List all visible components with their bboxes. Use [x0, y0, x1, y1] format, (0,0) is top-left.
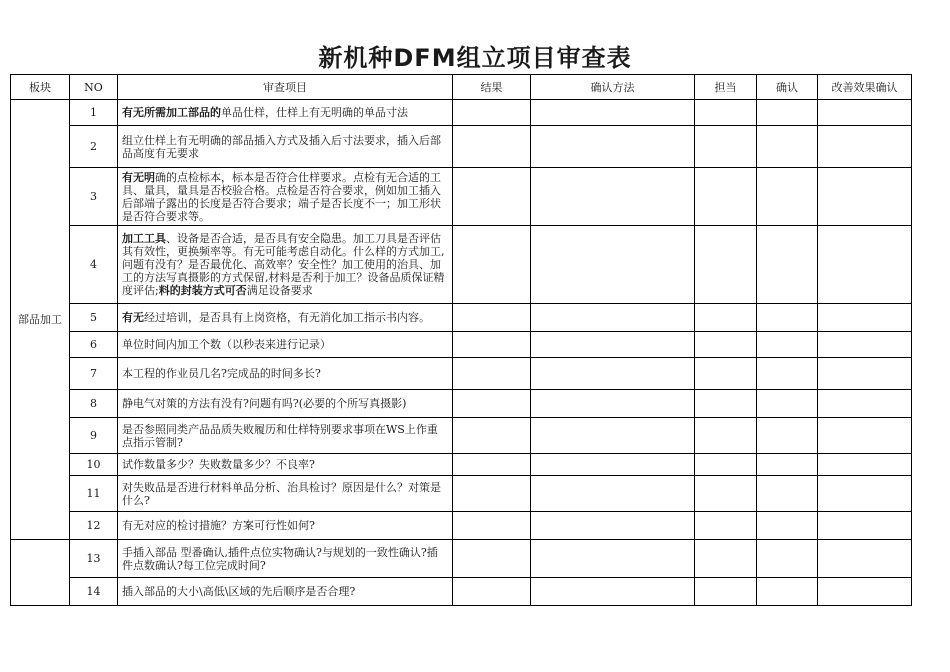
- header-row: [11, 75, 912, 100]
- review-item-clip: [122, 423, 448, 449]
- method-cell[interactable]: [531, 100, 695, 126]
- row-number: 1: [70, 100, 118, 126]
- category-cell-2: [11, 540, 70, 606]
- header-block: 板块: [11, 75, 70, 100]
- review-item-text: [118, 540, 453, 578]
- review-table: [10, 74, 912, 606]
- item-text: 有无对应的检讨措施？方案可行性如何?: [122, 519, 315, 532]
- table-row: [11, 540, 912, 578]
- review-item-clip: [122, 134, 448, 160]
- confirm-cell[interactable]: [757, 418, 818, 454]
- page-title: 新机种DFM组立项目审查表: [318, 44, 632, 72]
- result-cell[interactable]: [453, 126, 531, 168]
- row-number: 11: [70, 476, 118, 512]
- table-row: [11, 476, 912, 512]
- confirm-cell[interactable]: [757, 100, 818, 126]
- item-bold-text: 有无: [122, 311, 144, 324]
- confirm-cell[interactable]: [757, 332, 818, 358]
- confirm-cell[interactable]: [757, 578, 818, 606]
- method-cell[interactable]: [531, 578, 695, 606]
- effect-cell[interactable]: [818, 540, 912, 578]
- effect-cell[interactable]: [818, 100, 912, 126]
- confirm-cell[interactable]: [757, 168, 818, 226]
- review-item-clip: [122, 232, 448, 297]
- method-cell[interactable]: [531, 126, 695, 168]
- review-item-text: [118, 578, 453, 606]
- owner-cell[interactable]: [695, 100, 757, 126]
- method-cell[interactable]: [531, 168, 695, 226]
- owner-cell[interactable]: [695, 226, 757, 304]
- result-cell[interactable]: [453, 578, 531, 606]
- owner-cell[interactable]: [695, 454, 757, 476]
- row-number: 14: [70, 578, 118, 606]
- confirm-cell[interactable]: [757, 126, 818, 168]
- owner-cell[interactable]: [695, 540, 757, 578]
- row-number: 4: [70, 226, 118, 304]
- method-cell[interactable]: [531, 418, 695, 454]
- method-cell[interactable]: [531, 226, 695, 304]
- method-cell[interactable]: [531, 304, 695, 332]
- row-number: 5: [70, 304, 118, 332]
- method-cell[interactable]: [531, 358, 695, 390]
- table-row: [11, 100, 912, 126]
- review-item-text: [118, 476, 453, 512]
- owner-cell[interactable]: [695, 126, 757, 168]
- table-row: [11, 304, 912, 332]
- review-item-text: [118, 390, 453, 418]
- review-item-clip: [122, 171, 448, 223]
- effect-cell[interactable]: [818, 454, 912, 476]
- effect-cell[interactable]: [818, 578, 912, 606]
- result-cell[interactable]: [453, 304, 531, 332]
- table-row: [11, 358, 912, 390]
- row-number: 3: [70, 168, 118, 226]
- result-cell[interactable]: [453, 540, 531, 578]
- table-row: [11, 578, 912, 606]
- method-cell[interactable]: [531, 476, 695, 512]
- effect-cell[interactable]: [818, 168, 912, 226]
- item-text: 经过培训，是否具有上岗资格，有无消化加工指示书内容。: [144, 311, 430, 324]
- item-text: 手插入部品 型番确认,插件点位实物确认?与规划的一致性确认?插件点数确认?每工位完成时间?: [122, 545, 438, 572]
- review-item-text: [118, 304, 453, 332]
- confirm-cell[interactable]: [757, 226, 818, 304]
- item-bold-text: 有无明: [122, 170, 155, 184]
- effect-cell[interactable]: [818, 512, 912, 540]
- confirm-cell[interactable]: [757, 540, 818, 578]
- effect-cell[interactable]: [818, 358, 912, 390]
- review-item-text: [118, 512, 453, 540]
- row-number: 7: [70, 358, 118, 390]
- effect-cell[interactable]: [818, 226, 912, 304]
- result-cell[interactable]: [453, 390, 531, 418]
- table-row: [11, 418, 912, 454]
- effect-cell[interactable]: [818, 126, 912, 168]
- item-text: 本工程的作业员几名?完成品的时间多长?: [122, 367, 321, 380]
- result-cell[interactable]: [453, 418, 531, 454]
- item-bold-text: 加工工具: [122, 232, 166, 245]
- item-text: 对失败品是否进行材料单品分析、治具检讨？原因是什么？对策是什么?: [122, 480, 441, 507]
- item-text: 、设备是否合适，是否具有安全隐患。加工刀具是否评估其有效性，更换频率等。有无可能考虑自动化。什么样的方式加工,问题有没有？是否最优化、高效率？安全性？加工使用的治具、加工的方法写真摄影的方式保留,材料是否利于加工？设备品质保证精度评估;: [122, 232, 445, 297]
- confirm-cell[interactable]: [757, 390, 818, 418]
- header-effect: 改善效果确认: [818, 75, 912, 100]
- effect-cell[interactable]: [818, 390, 912, 418]
- effect-cell[interactable]: [818, 418, 912, 454]
- review-item-clip: [122, 481, 448, 507]
- review-item-clip: [122, 338, 448, 351]
- item-text: 满足设备要求: [246, 284, 313, 297]
- effect-cell[interactable]: [818, 304, 912, 332]
- review-item-text: [118, 168, 453, 226]
- header-owner: 担当: [695, 75, 757, 100]
- item-text: 单位时间内加工个数（以秒表来进行记录）: [122, 338, 331, 351]
- row-number: 10: [70, 454, 118, 476]
- owner-cell[interactable]: [695, 168, 757, 226]
- table-row: [11, 226, 912, 304]
- review-item-clip: [122, 106, 448, 119]
- item-bold-text: 有无所需加工部品的: [122, 106, 221, 119]
- table-row: [11, 168, 912, 226]
- result-cell[interactable]: [453, 168, 531, 226]
- row-number: 13: [70, 540, 118, 578]
- header-confirm: 确认: [757, 75, 818, 100]
- result-cell[interactable]: [453, 512, 531, 540]
- review-item-text: [118, 358, 453, 390]
- method-cell[interactable]: [531, 540, 695, 578]
- method-cell[interactable]: [531, 454, 695, 476]
- header-item: 审查项目: [118, 75, 453, 100]
- review-item-text: [118, 418, 453, 454]
- result-cell[interactable]: [453, 100, 531, 126]
- header-no: NO: [70, 75, 118, 100]
- review-item-text: [118, 100, 453, 126]
- category-cell: 部品加工: [11, 100, 70, 540]
- item-text: 插入部品的大小\高低\区域的先后顺序是否合理?: [122, 585, 356, 598]
- review-item-clip: [122, 367, 448, 380]
- row-number: 2: [70, 126, 118, 168]
- effect-cell[interactable]: [818, 476, 912, 512]
- confirm-cell[interactable]: [757, 512, 818, 540]
- row-number: 12: [70, 512, 118, 540]
- confirm-cell[interactable]: [757, 304, 818, 332]
- review-item-text: [118, 454, 453, 476]
- owner-cell[interactable]: [695, 304, 757, 332]
- review-item-clip: [122, 585, 448, 598]
- review-item-clip: [122, 546, 448, 572]
- review-item-clip: [122, 519, 448, 532]
- review-item-clip: [122, 311, 448, 324]
- table-row: [11, 332, 912, 358]
- table-row: [11, 390, 912, 418]
- table-row: [11, 126, 912, 168]
- effect-cell[interactable]: [818, 332, 912, 358]
- result-cell[interactable]: [453, 358, 531, 390]
- result-cell[interactable]: [453, 332, 531, 358]
- owner-cell[interactable]: [695, 332, 757, 358]
- method-cell[interactable]: [531, 332, 695, 358]
- row-number: 8: [70, 390, 118, 418]
- owner-cell[interactable]: [695, 512, 757, 540]
- method-cell[interactable]: [531, 390, 695, 418]
- item-text: 是否参照同类产品品质失败履历和仕样特别要求事项在WS上作重点指示管制?: [122, 422, 438, 449]
- review-item-text: [118, 226, 453, 304]
- confirm-cell[interactable]: [757, 476, 818, 512]
- row-number: 6: [70, 332, 118, 358]
- result-cell[interactable]: [453, 226, 531, 304]
- header-method: 确认方法: [531, 75, 695, 100]
- owner-cell[interactable]: [695, 358, 757, 390]
- method-cell[interactable]: [531, 512, 695, 540]
- owner-cell[interactable]: [695, 390, 757, 418]
- item-text: 组立仕样上有无明确的部品插入方式及插入后寸法要求，插入后部品高度有无要求: [122, 133, 441, 160]
- item-text: 单品仕样，仕样上有无明确的单品寸法: [221, 106, 408, 119]
- review-item-text: [118, 126, 453, 168]
- owner-cell[interactable]: [695, 418, 757, 454]
- review-item-text: [118, 332, 453, 358]
- review-item-clip: [122, 397, 448, 410]
- review-item-clip: [122, 458, 448, 471]
- item-text: 静电气对策的方法有没有?问题有吗?(必要的个所写真摄影): [122, 397, 407, 410]
- confirm-cell[interactable]: [757, 358, 818, 390]
- owner-cell[interactable]: [695, 578, 757, 606]
- header-result: 结果: [453, 75, 531, 100]
- item-text: 试作数量多少？失败数量多少？不良率?: [122, 458, 315, 471]
- table-row: [11, 512, 912, 540]
- confirm-cell[interactable]: [757, 454, 818, 476]
- owner-cell[interactable]: [695, 476, 757, 512]
- table-row: [11, 454, 912, 476]
- item-bold-text: 料的封装方式可否: [158, 284, 247, 297]
- row-number: 9: [70, 418, 118, 454]
- result-cell[interactable]: [453, 454, 531, 476]
- item-text: 确的点检标本，标本是否符合仕样要求。点检有无合适的工具、量具，量具是否校验合格。点检是否符合要求，例如加工插入后部端子露出的长度是否符合要求；端子是否长度不一；加工形状是否符合要求等。: [122, 170, 441, 223]
- result-cell[interactable]: [453, 476, 531, 512]
